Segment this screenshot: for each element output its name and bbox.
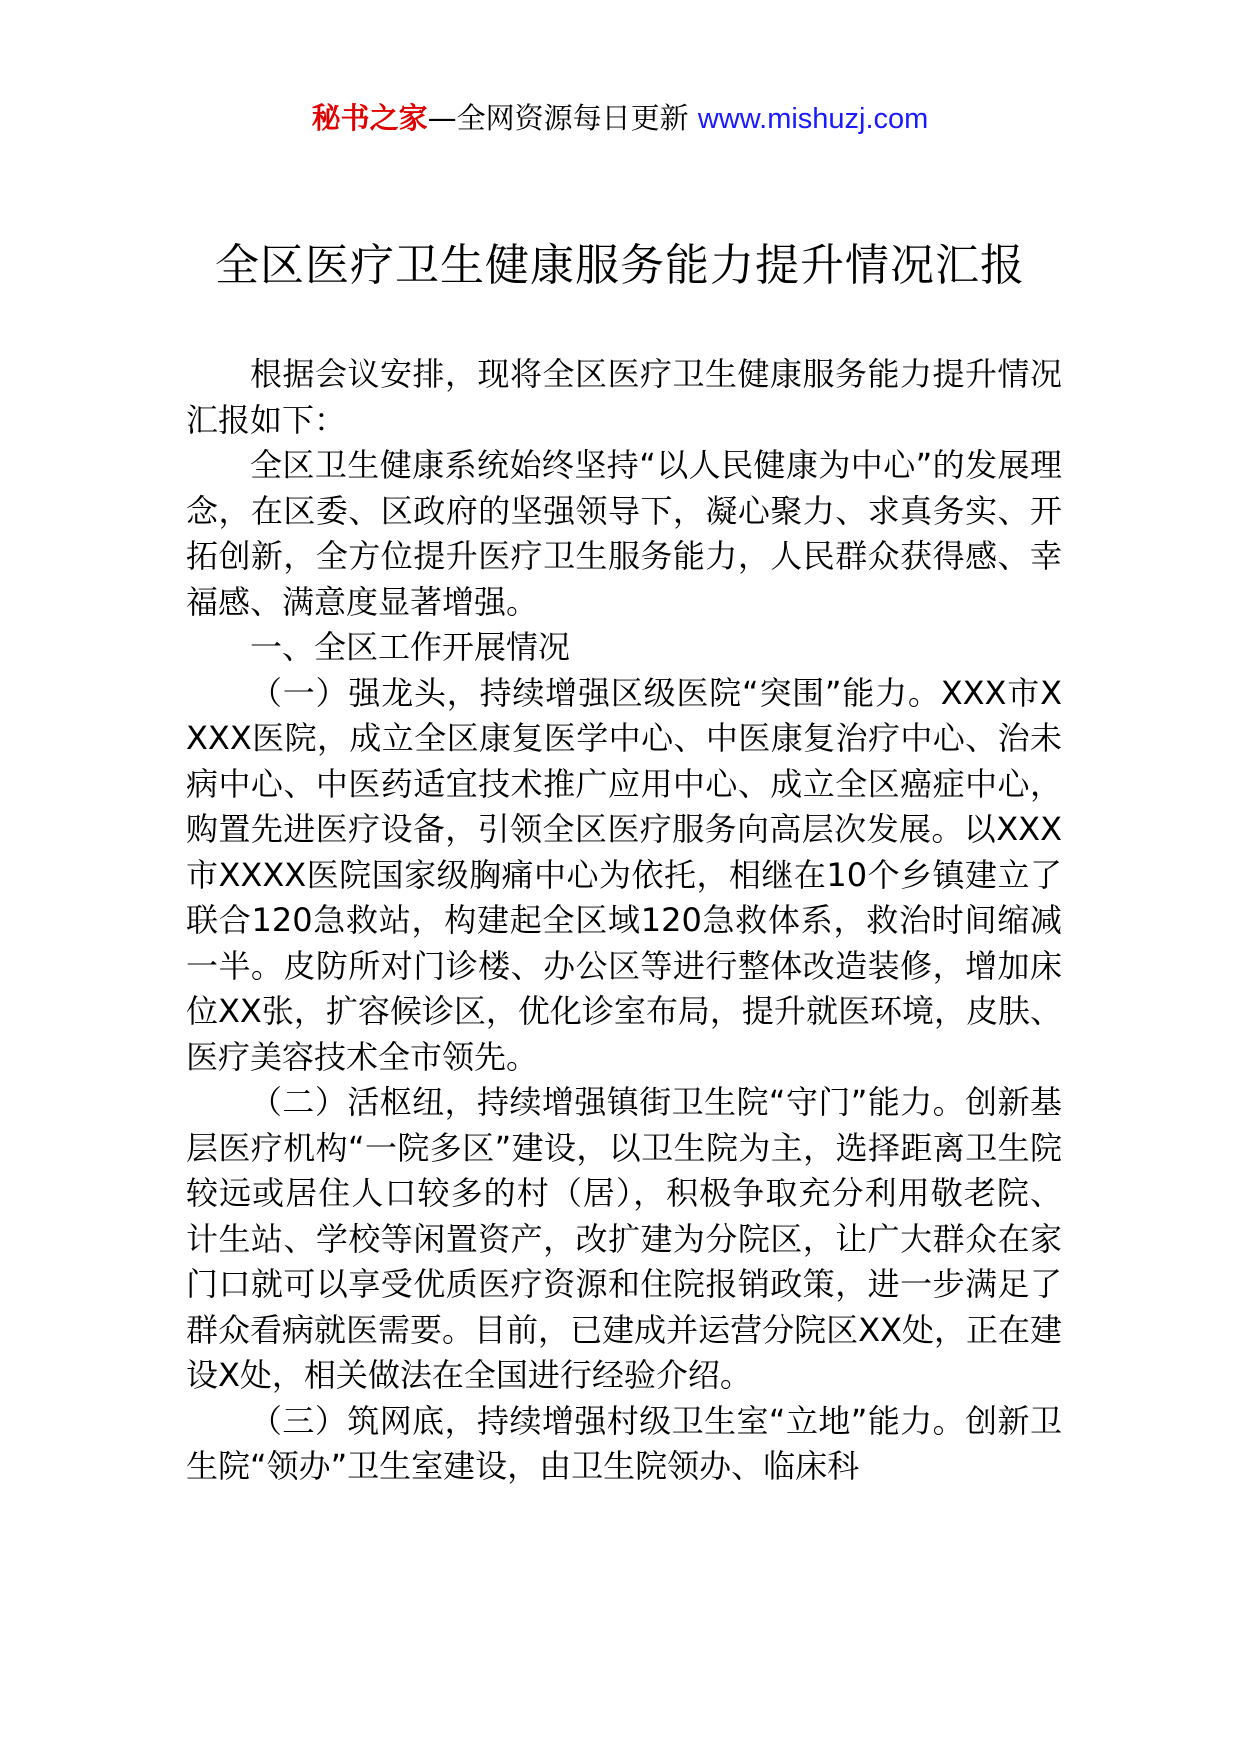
paragraph-intro: 根据会议安排，现将全区医疗卫生健康服务能力提升情况汇报如下： — [186, 355, 1062, 439]
site-brand: 秘书之家 — [311, 101, 428, 135]
site-url-link[interactable]: www.mishuzj.com — [697, 103, 929, 135]
document-body — [186, 352, 1062, 1490]
paragraph-section-2: （二）活枢纽，持续增强镇街卫生院“守门”能力。创新基层医疗机构“一院多区”建设，以卫生院为主，选择距离卫生院较远或居住人口较多的村（居），积极争取充分利用敬老院、计生站、学校等闲置资产，改扩建为分院区，让广大群众在家门口就可以享受优质医疗资源和住院报销政策，进一步满足了群众看病就医需要。目前，已建成并运营分院区XX处，正在建设X处，相关做法在全国进行经验介绍。 — [186, 1083, 1062, 1394]
document-title: 全区医疗卫生健康服务能力提升情况汇报 — [215, 240, 1025, 291]
paragraph-section-1: （一）强龙头，持续增强区级医院“突围”能力。XXX市XXXX医院，成立全区康复医学中心、中医康复治疗中心、治未病中心、中医药适宜技术推广应用中心、成立全区癌症中心，购置先进医疗设备，引领全区医疗服务向高层次发展。以XXX市XXXX医院国家级胸痛中心为依托，相继在10个乡镇建立了联合120急救站，构建起全区域120急救体系，救治时间缩减一半。皮防所对门诊楼、办公区等进行整体改造装修，增加床位XX张，扩容候诊区，优化诊室布局，提升就医环境，皮肤、医疗美容技术全市领先。 — [186, 673, 1062, 1076]
site-slogan: —全网资源每日更新 — [427, 101, 689, 135]
paragraph-section-3: （三）筑网底，持续增强村级卫生室“立地”能力。创新卫生院“领办”卫生室建设，由卫生院领办、临床科 — [186, 1401, 1062, 1485]
paragraph-overview: 全区卫生健康系统始终坚持“以人民健康为中心”的发展理念，在区委、区政府的坚强领导下，凝心聚力、求真务实、开拓创新，全方位提升医疗卫生服务能力，人民群众获得感、幸福感、满意度显著增强。 — [186, 446, 1062, 621]
site-header — [0, 98, 1240, 139]
section-heading: 一、全区工作开展情况 — [250, 628, 571, 666]
